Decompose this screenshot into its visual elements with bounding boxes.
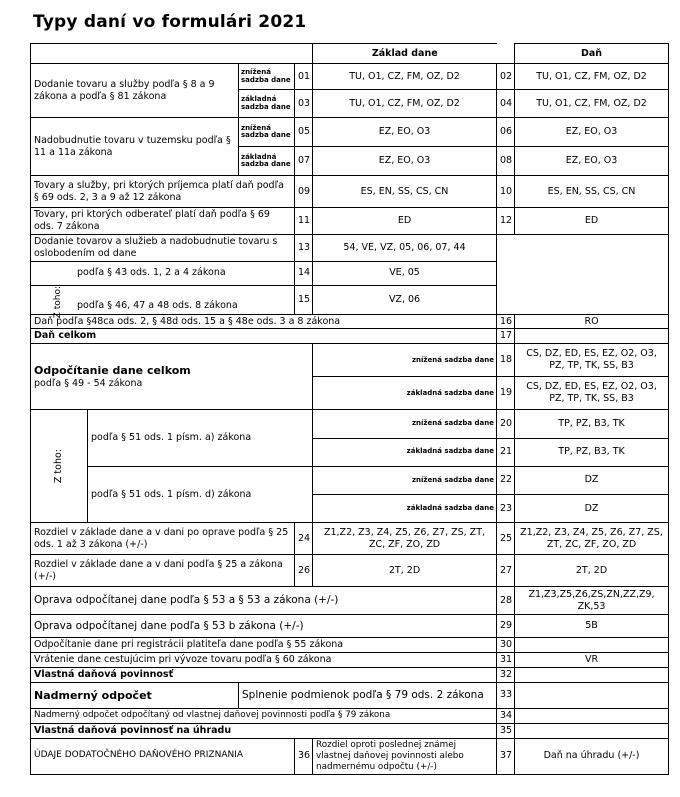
zaklad-codes: EZ, EO, O3 <box>313 118 497 147</box>
row-number: 26 <box>295 555 313 587</box>
table-row <box>31 615 669 638</box>
table-row <box>31 708 669 723</box>
row-number: 13 <box>295 234 313 261</box>
row-label: Vlastná daňová povinnosť na úhradu <box>31 723 497 738</box>
row-sublabel: Splnenie podmienok podľa § 79 ods. 2 zákona <box>239 682 497 708</box>
table-row <box>31 555 669 587</box>
ztoho-block <box>31 410 313 523</box>
dan-codes: Z1,Z2, Z3, Z4, Z5, Z6, Z7, ZS, ZT, ZC, ZF, ZO, ZD <box>515 523 669 555</box>
table-header <box>31 44 669 64</box>
row-number: 20 <box>497 410 515 438</box>
dan-codes <box>515 723 669 738</box>
blank-cell <box>497 234 669 314</box>
table-row <box>31 176 669 208</box>
row-number: 30 <box>497 638 515 653</box>
tax-types-table <box>30 43 669 775</box>
table-row <box>31 723 669 738</box>
row-number: 07 <box>295 147 313 176</box>
row-number: 02 <box>497 64 515 90</box>
row-number: 04 <box>497 90 515 118</box>
zaklad-codes: ES, EN, SS, CS, CN <box>313 176 497 208</box>
row-label: Odpočítanie dane pri registrácii platiteľa dane podľa § 55 zákona <box>31 638 497 653</box>
zaklad-text: Rozdiel oproti poslednej známej vlastnej daňovej povinnosti alebo nadmernému odpočtu (+/-) <box>313 738 497 774</box>
row-label: Daň celkom <box>31 329 497 344</box>
sadzba-znizena: znížená sadzba dane <box>313 410 497 438</box>
row-label: ÚDAJE DODATOČNÉHO DAŇOVÉHO PRIZNANIA <box>31 738 295 774</box>
row-label: Rozdiel v základe dane a v dani podľa § 25 a zákona (+/-) <box>31 555 295 587</box>
row-label-dodanie: Dodanie tovaru a služby podľa § 8 a 9 zákona a podľa § 81 zákona <box>31 64 239 118</box>
dan-codes: 5B <box>515 615 669 638</box>
row-number: 32 <box>497 668 515 683</box>
zaklad-codes: ED <box>313 208 497 235</box>
zaklad-codes: TU, O1, CZ, FM, OZ, D2 <box>313 64 497 90</box>
ztoho-label: Z toho: <box>53 285 63 319</box>
row-number: 37 <box>497 738 515 774</box>
zaklad-codes: 2T, 2D <box>313 555 497 587</box>
dan-codes: ES, EN, SS, CS, CN <box>515 176 669 208</box>
zaklad-codes: Z1,Z2, Z3, Z4, Z5, Z6, Z7, ZS, ZT, ZC, ZF, ZO, ZD <box>313 523 497 555</box>
dan-codes: TP, PZ, B3, TK <box>515 438 669 466</box>
sadzba-zakladna: základná sadzba dane <box>239 147 295 176</box>
row-number: 35 <box>497 723 515 738</box>
row-number: 31 <box>497 653 515 668</box>
sadzba-zakladna: základná sadzba dane <box>313 438 497 466</box>
table-row <box>31 682 669 708</box>
zaklad-codes: VZ, 06 <box>313 285 497 314</box>
dan-codes: TP, PZ, B3, TK <box>515 410 669 438</box>
dan-codes: DZ <box>515 495 669 523</box>
ztoho-small <box>38 277 78 327</box>
row-label: Vrátenie dane cestujúcim pri vývoze tovaru podľa § 60 zákona <box>31 653 497 668</box>
header-gap <box>497 44 515 64</box>
row-number: 28 <box>497 587 515 615</box>
table-row <box>31 738 669 774</box>
header-zaklad: Základ dane <box>313 44 497 64</box>
dan-codes: VR <box>515 653 669 668</box>
row-number: 19 <box>497 377 515 410</box>
zaklad-codes: 54, VE, VZ, 05, 06, 07, 44 <box>313 234 497 261</box>
table-row <box>31 314 669 329</box>
row-label: podľa § 43 ods. 1, 2 a 4 zákona <box>77 267 226 279</box>
dan-codes: RO <box>515 314 669 329</box>
table-row <box>31 653 669 668</box>
page-title: Typy daní vo formulári 2021 <box>33 12 307 32</box>
dan-codes: CS, DZ, ED, ES, EZ, O2, O3, PZ, TP, TK, SS, B3 <box>515 344 669 377</box>
row-number: 36 <box>295 738 313 774</box>
row-number: 03 <box>295 90 313 118</box>
row-number: 17 <box>497 329 515 344</box>
row-number: 22 <box>497 466 515 494</box>
row-label: podľa § 51 ods. 1 písm. d) zákona <box>91 488 252 500</box>
dan-codes: TU, O1, CZ, FM, OZ, D2 <box>515 64 669 90</box>
dan-text: Daň na úhradu (+/-) <box>515 738 669 774</box>
dan-codes: 2T, 2D <box>515 555 669 587</box>
row-label: Daň podľa §48ca ods. 2, § 48d ods. 15 a § 48e ods. 3 a 8 zákona <box>31 314 497 329</box>
row-number: 14 <box>295 261 313 285</box>
row-label-nadobudnutie: Nadobudnutie tovaru v tuzemsku podľa § 11 a 11a zákona <box>31 118 239 176</box>
table-row <box>31 668 669 683</box>
row-number: 25 <box>497 523 515 555</box>
row-number: 23 <box>497 495 515 523</box>
table-row <box>31 208 669 235</box>
row-number: 05 <box>295 118 313 147</box>
row-number: 27 <box>497 555 515 587</box>
row-number: 09 <box>295 176 313 208</box>
row-number: 06 <box>497 118 515 147</box>
row-number: 18 <box>497 344 515 377</box>
table-row <box>31 118 669 147</box>
row-number: 21 <box>497 438 515 466</box>
zaklad-codes: TU, O1, CZ, FM, OZ, D2 <box>313 90 497 118</box>
row-label: Oprava odpočítanej dane podľa § 53 a § 53 a zákona (+/-) <box>31 587 497 615</box>
row-number: 10 <box>497 176 515 208</box>
header-empty <box>31 44 313 64</box>
ztoho-vertical <box>31 410 88 522</box>
row-number: 12 <box>497 208 515 235</box>
table-row <box>31 410 669 438</box>
row-label-nadmerny: Nadmerný odpočet <box>31 682 239 708</box>
dan-codes <box>515 329 669 344</box>
sadzba-zakladna: základná sadzba dane <box>313 377 497 410</box>
dan-codes <box>515 708 669 723</box>
row-label: Vlastná daňová povinnosť <box>31 668 497 683</box>
zaklad-codes: VE, 05 <box>313 261 497 285</box>
odpocet-sub: podľa § 49 - 54 zákona <box>34 377 143 389</box>
row-number: 01 <box>295 64 313 90</box>
table-row <box>31 329 669 344</box>
sadzba-zakladna: základná sadzba dane <box>239 90 295 118</box>
dan-codes: EZ, EO, O3 <box>515 118 669 147</box>
dan-codes <box>515 668 669 683</box>
row-label: Oprava odpočítanej dane podľa § 53 b zákona (+/-) <box>31 615 497 638</box>
row-label: Nadmerný odpočet odpočítaný od vlastnej daňovej povinnosti podľa § 79 zákona <box>31 708 497 723</box>
row-number: 16 <box>497 314 515 329</box>
dan-codes <box>515 682 669 708</box>
row-number: 15 <box>295 285 313 314</box>
ztoho-label: Z toho: <box>53 449 65 484</box>
sadzba-znizena: znížená sadzba dane <box>313 344 497 377</box>
row-label: Rozdiel v základe dane a v dani po oprave podľa § 25 ods. 1 až 3 zákona (+/-) <box>31 523 295 555</box>
table-row <box>31 344 669 377</box>
dan-codes: DZ <box>515 466 669 494</box>
row-label: Dodanie tovarov a služieb a nadobudnutie tovaru s oslobodením od dane <box>31 234 295 261</box>
row-number: 34 <box>497 708 515 723</box>
dan-codes: EZ, EO, O3 <box>515 147 669 176</box>
row-number: 11 <box>295 208 313 235</box>
table-row <box>31 638 669 653</box>
dan-codes: Z1,Z3,Z5,Z6,ZS,ZN,ZZ,Z9, ZK,53 <box>515 587 669 615</box>
zaklad-codes: EZ, EO, O3 <box>313 147 497 176</box>
dan-codes: CS, DZ, ED, ES, EZ, O2, O3, PZ, TP, TK, SS, B3 <box>515 377 669 410</box>
row-label: Tovary a služby, pri ktorých príjemca platí daň podľa § 69 ods. 2, 3 a 9 až 12 zákona <box>31 176 295 208</box>
row-number: 33 <box>497 682 515 708</box>
sadzba-zakladna: základná sadzba dane <box>313 495 497 523</box>
row-number: 24 <box>295 523 313 555</box>
sadzba-znizena: znížená sadzba dane <box>313 466 497 494</box>
sadzba-znizena: znížená sadzba dane <box>239 64 295 90</box>
row-label: Tovary, pri ktorých odberateľ platí daň podľa § 69 ods. 7 zákona <box>31 208 295 235</box>
row-label: podľa § 46, 47 a 48 ods. 8 zákona <box>77 299 238 311</box>
row-number: 08 <box>497 147 515 176</box>
table-row <box>31 64 669 90</box>
sadzba-znizena: znížená sadzba dane <box>239 118 295 147</box>
dan-codes <box>515 638 669 653</box>
dan-codes: TU, O1, CZ, FM, OZ, D2 <box>515 90 669 118</box>
row-label-odpocet <box>31 344 313 410</box>
row-label: podľa § 51 ods. 1 písm. a) zákona <box>88 410 312 467</box>
odpocet-title: Odpočítanie dane celkom <box>34 363 191 377</box>
table-row <box>31 234 669 261</box>
table-row <box>31 587 669 615</box>
table-row <box>31 523 669 555</box>
dan-codes: ED <box>515 208 669 235</box>
row-number: 29 <box>497 615 515 638</box>
header-dan: Daň <box>515 44 669 64</box>
